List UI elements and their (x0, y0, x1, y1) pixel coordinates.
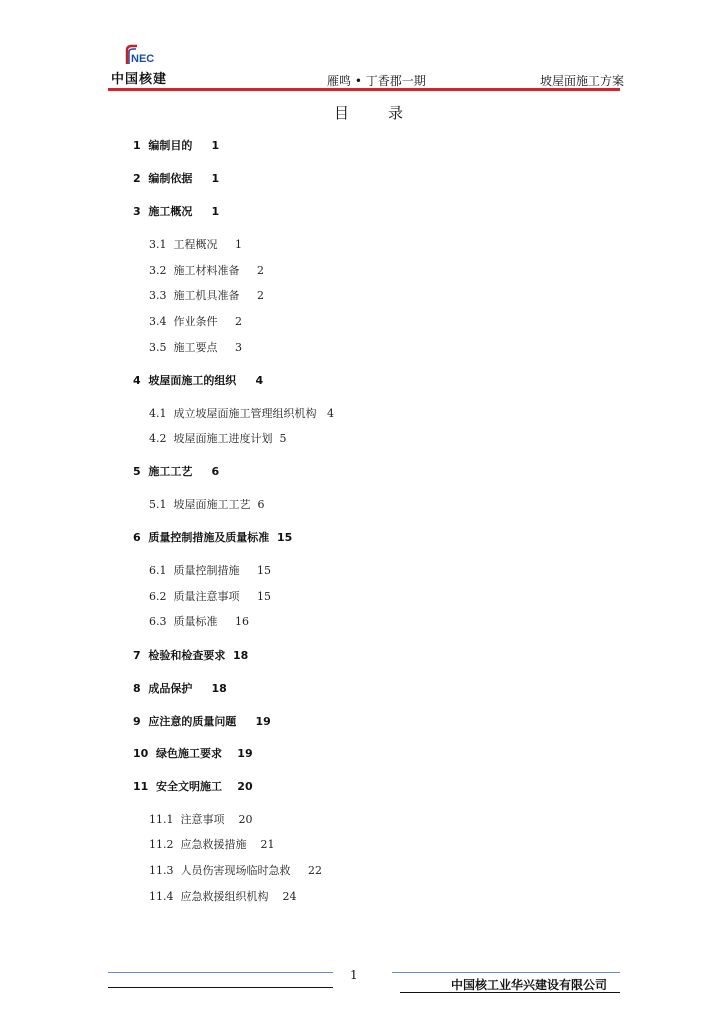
toc-entry-page: 15 (256, 564, 271, 577)
toc-entry-text: 1 编制目的 (133, 139, 193, 152)
toc-entry-page: 22 (307, 864, 322, 877)
toc-entry[interactable] (149, 839, 275, 850)
toc-entry[interactable] (149, 499, 265, 510)
toc-entry-text: 5 施工工艺 (133, 465, 193, 478)
toc-entry-text: 3.1 工程概况 (149, 238, 218, 251)
toc-entry[interactable] (133, 650, 248, 661)
toc-entry-text: 11.3 人员伤害现场临时急救 (149, 864, 291, 877)
toc-entry[interactable] (133, 683, 227, 694)
toc-entry-page: 21 (260, 838, 275, 851)
toc-entry-page: 1 (211, 172, 220, 185)
toc-entry-page: 6 (257, 498, 265, 511)
toc-entry-text: 2 编制依据 (133, 172, 193, 185)
toc-entry-text: 6.3 质量标准 (149, 615, 218, 628)
toc-entry[interactable] (149, 865, 322, 876)
toc-entry[interactable] (149, 239, 242, 250)
footer-divider (108, 972, 333, 973)
toc-title-part1: 目 (334, 104, 351, 122)
page-number: 1 (350, 968, 358, 982)
toc-entry[interactable] (133, 140, 219, 151)
toc-entry-text: 3.3 施工机具准备 (149, 289, 240, 302)
toc-entry-text: 4.2 坡屋面施工进度计划 (149, 432, 273, 445)
toc-entry[interactable] (133, 781, 253, 792)
toc-entry[interactable] (149, 290, 264, 301)
toc-entry-page: 19 (237, 747, 253, 760)
toc-title-part2: 录 (388, 104, 405, 122)
footer-divider (108, 987, 333, 988)
toc-entry[interactable] (149, 591, 271, 602)
toc-entry-text: 11.1 注意事项 (149, 813, 225, 826)
toc-entry-page: 5 (279, 432, 287, 445)
toc-entry-page: 18 (211, 682, 227, 695)
toc-entry-text: 10 绿色施工要求 (133, 747, 222, 760)
toc-entry-page: 24 (282, 890, 297, 903)
toc-entry-text: 7 检验和检查要求 (133, 649, 226, 662)
toc-entry-page: 15 (276, 531, 293, 544)
toc-entry-text: 3.4 作业条件 (149, 315, 218, 328)
toc-entry[interactable] (149, 814, 253, 825)
toc-entry[interactable] (149, 891, 297, 902)
toc-entry[interactable] (149, 316, 242, 327)
toc-entry[interactable] (133, 375, 263, 386)
toc-entry-page: 3 (234, 341, 242, 354)
header-document-title: 坡屋面施工方案 (540, 74, 625, 88)
toc-entry-page: 4 (327, 407, 334, 420)
toc-entry-page: 4 (255, 374, 264, 387)
toc-entry[interactable] (149, 265, 264, 276)
toc-entry-text: 6.2 质量注意事项 (149, 590, 240, 603)
toc-entry-page: 1 (211, 139, 220, 152)
logo-text: NEC (131, 53, 155, 65)
toc-entry-page: 2 (256, 289, 264, 302)
toc-entry-text: 11 安全文明施工 (133, 780, 222, 793)
toc-entry-text: 4 坡屋面施工的组织 (133, 374, 237, 387)
toc-entry-text: 6.1 质量控制措施 (149, 564, 240, 577)
company-logo (124, 44, 158, 66)
toc-entry-text: 11.2 应急救援措施 (149, 838, 247, 851)
toc-title (334, 102, 404, 123)
toc-entry[interactable] (133, 532, 292, 543)
header-company-name: 中国核建 (111, 72, 168, 87)
toc-entry[interactable] (133, 716, 271, 727)
toc-entry-page: 18 (232, 649, 249, 662)
toc-entry-page: 1 (211, 205, 220, 218)
toc-entry[interactable] (149, 408, 334, 419)
toc-entry-text: 6 质量控制措施及质量标准 (133, 531, 270, 544)
toc-entry[interactable] (133, 748, 253, 759)
toc-entry[interactable] (149, 616, 249, 627)
header-project-name: 雁鸣 • 丁香郡一期 (327, 74, 426, 88)
toc-entry-text: 3.2 施工材料准备 (149, 264, 240, 277)
toc-entry-text: 3.5 施工要点 (149, 341, 218, 354)
footer-divider (392, 972, 620, 973)
toc-entry-text: 8 成品保护 (133, 682, 193, 695)
toc-entry-page: 2 (234, 315, 242, 328)
toc-entry[interactable] (133, 466, 219, 477)
toc-entry-page: 16 (234, 615, 249, 628)
toc-entry-page: 19 (255, 715, 271, 728)
toc-entry-text: 11.4 应急救援组织机构 (149, 890, 269, 903)
toc-entry-page: 15 (256, 590, 271, 603)
toc-entry-text: 9 应注意的质量问题 (133, 715, 237, 728)
toc-entry-page: 2 (256, 264, 264, 277)
toc-entry-text: 4.1 成立坡屋面施工管理组织机构 (149, 407, 317, 420)
toc-entry-text: 5.1 坡屋面施工工艺 (149, 498, 251, 511)
toc-entry-page: 20 (237, 780, 253, 793)
toc-entry-page: 1 (234, 238, 242, 251)
toc-entry[interactable] (149, 342, 242, 353)
toc-entry-page: 6 (211, 465, 220, 478)
toc-entry[interactable] (133, 173, 219, 184)
toc-entry-text: 3 施工概况 (133, 205, 193, 218)
header-divider (108, 88, 620, 91)
toc-entry[interactable] (133, 206, 219, 217)
toc-entry-page: 20 (238, 813, 253, 826)
footer-company-name: 中国核工业华兴建设有限公司 (451, 978, 608, 992)
toc-entry[interactable] (149, 565, 271, 576)
toc-entry[interactable] (149, 433, 287, 444)
